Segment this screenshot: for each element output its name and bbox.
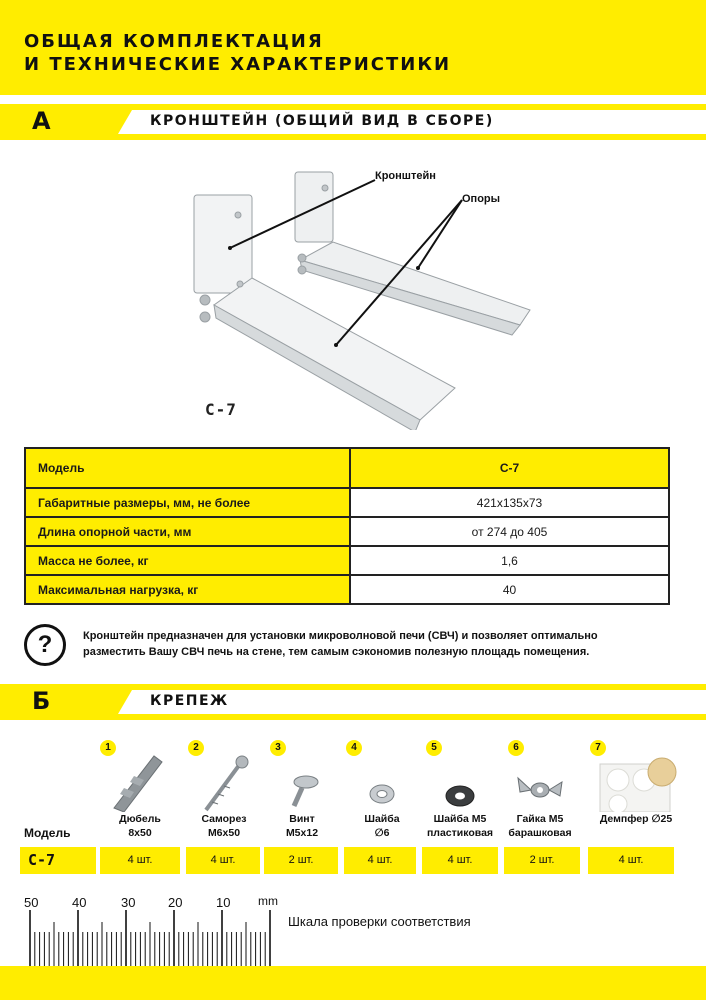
spec-value: С-7 [350,448,669,488]
info-line-2: разместить Вашу СВЧ печь на стене, тем самым сэкономив полезную площадь помещения. [83,646,590,658]
scale-label: 40 [72,895,87,910]
plastic-washer-icon [420,754,500,812]
fastener-number: 5 [426,740,442,756]
dowel-icon [100,754,180,812]
fastener-name: Саморез М6х50 [201,813,247,839]
specs-table [24,447,670,605]
wing-nut-icon [500,754,580,812]
fastener-name: Винт М5х12 [285,813,319,839]
section-a-letter: А [32,107,51,135]
quantity-cell: 2 шт. [264,847,338,874]
scale-label: 10 [216,895,231,910]
damper-icon [590,754,682,812]
quantity-cell: 4 шт. [100,847,180,874]
page-title-line-2: И ТЕХНИЧЕСКИЕ ХАРАКТЕРИСТИКИ [24,54,452,75]
table-row [25,488,669,517]
info-text [83,628,683,660]
fastener-number: 3 [270,740,286,756]
spec-label: Масса не более, кг [25,546,350,575]
info-line-1: Кронштейн предназначен для установки микроволновой печи (СВЧ) и позволяет оптимально [83,630,598,642]
fastener-name: Гайка М5 барашковая [508,813,572,839]
fastener-number: 6 [508,740,524,756]
section-a-title: КРОНШТЕЙН (ОБЩИЙ ВИД В СБОРЕ) [150,113,494,129]
fastener-name: Дюбель 8х50 [119,813,161,839]
fastener-name: Шайба ∅6 [364,813,400,839]
table-row [25,517,669,546]
page-title [24,30,451,76]
spec-value: от 274 до 405 [350,517,669,546]
spec-label: Габаритные размеры, мм, не более [25,488,350,517]
footer-band [0,966,706,1000]
section-b-letter: Б [32,687,51,715]
bolt-icon [262,754,342,812]
question-icon: ? [24,624,66,666]
spec-value: 421х135х73 [350,488,669,517]
spec-label: Длина опорной части, мм [25,517,350,546]
callout-supports: Опоры [462,193,501,205]
section-a-bar [0,104,706,140]
table-row [25,575,669,604]
scale-label: 30 [121,895,136,910]
scale-caption: Шкала проверки соответствия [288,914,471,929]
model-cell: С-7 [20,847,96,874]
quantity-cell: 4 шт. [344,847,416,874]
spec-value: 1,6 [350,546,669,575]
quantity-cell: 4 шт. [422,847,498,874]
fastener-number: 2 [188,740,204,756]
washer-icon [342,754,422,812]
model-tag: С-7 [205,400,237,419]
table-row [25,546,669,575]
scale-unit: mm [258,894,278,908]
spec-label: Максимальная нагрузка, кг [25,575,350,604]
model-label: Модель [24,826,71,840]
spec-label: Модель [25,448,350,488]
ruler-scale [0,910,290,968]
quantity-cell: 4 шт. [588,847,674,874]
callout-bracket: Кронштейн [375,170,436,182]
section-b-title: КРЕПЕЖ [150,693,229,709]
fastener-name: Шайба М5 пластиковая [426,813,494,839]
scale-label: 50 [24,895,39,910]
screw-icon [184,754,264,812]
diameter-icon: ∅ [651,813,661,825]
quantity-cell: 4 шт. [186,847,260,874]
diameter-icon: ∅ [374,827,384,839]
spec-value: 40 [350,575,669,604]
fastener-number: 1 [100,740,116,756]
scale-label: 20 [168,895,183,910]
page-title-line-1: ОБЩАЯ КОМПЛЕКТАЦИЯ [24,31,324,52]
section-b-bar [0,684,706,720]
quantity-cell: 2 шт. [504,847,580,874]
table-row [25,448,669,488]
fastener-name: Демпфер ∅25 [599,813,673,825]
fastener-number: 7 [590,740,606,756]
fastener-number: 4 [346,740,362,756]
